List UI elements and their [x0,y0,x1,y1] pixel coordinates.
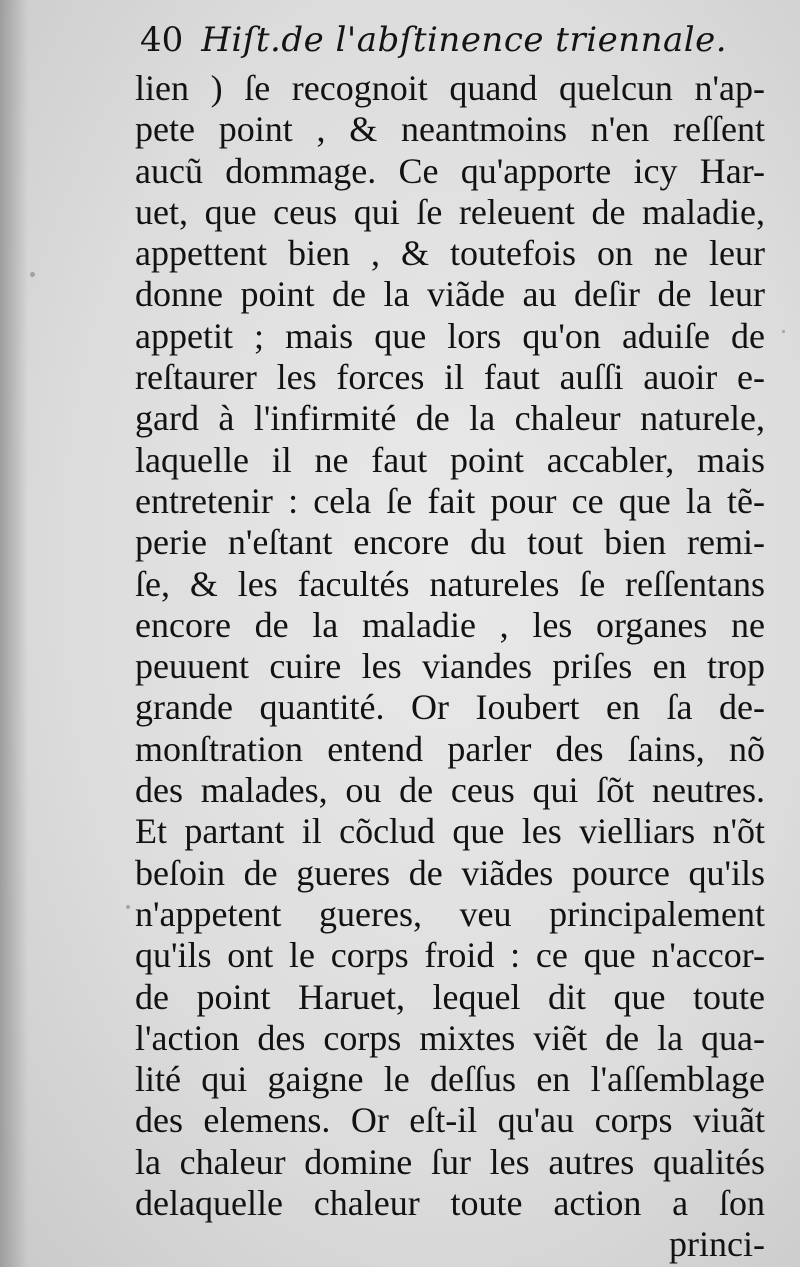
ink-speck [782,330,785,333]
text-line: beſoin de gueres de viãdes pource qu'ils [135,852,765,893]
page-number: 40 [140,20,184,60]
text-line: de point Haruet, lequel dit que toute [135,976,765,1017]
text-line: la chaleur domine ſur les autres qualités [135,1141,765,1182]
text-line: peuuent cuire les viandes priſes en trop [135,646,765,687]
text-line: laquelle il ne faut point accabler, mais [135,439,765,480]
running-title: Hiſt.de l'abſtinence triennale. [201,20,728,60]
text-line: lité qui gaigne le deſſus en l'aſſemblage [135,1059,765,1100]
text-line: appettent bien , & toutefois on ne leur [135,233,765,274]
text-line: pete point , & neantmoins n'en reſſent [135,109,765,150]
text-line: monſtration entend parler des ſains, nõ [135,728,765,769]
text-line: gard à l'infirmité de la chaleur naturele, [135,398,765,439]
text-line: aucũ dommage. Ce qu'apporte icy Har- [135,150,765,191]
page-header [140,14,740,66]
catchword: princi- [669,1224,765,1265]
text-line: reſtaurer les forces il faut auſſi auoir e- [135,357,765,398]
text-line: perie n'eſtant encore du tout bien remi- [135,522,765,563]
text-line: Et partant il cõclud que les vielliars n'õt [135,811,765,852]
text-line: n'appetent gueres, veu principalement [135,893,765,934]
text-line: uet, que ceus qui ſe releuent de maladie, [135,191,765,232]
text-line: des malades, ou de ceus qui ſõt neutres. [135,770,765,811]
text-line: delaquelle chaleur toute action a ſon [135,1183,765,1224]
text-line: ſe, & les facultés natureles ſe reſſentans [135,563,765,604]
text-line: encore de la maladie , les organes ne [135,604,765,645]
text-line: grande quantité. Or Ioubert en ſa de- [135,687,765,728]
text-line: lien ) ſe recognoit quand quelcun n'ap- [135,68,765,108]
ink-speck [126,905,130,909]
text-line: des elemens. Or eſt-il qu'au corps viuãt [135,1100,765,1141]
text-line: l'action des corps mixtes viẽt de la qua- [135,1017,765,1058]
ink-speck [30,272,35,277]
text-line: donne point de la viãde au deſir de leur [135,274,765,315]
text-line: qu'ils ont le corps froid : ce que n'accor- [135,935,765,976]
body-text [135,68,765,1266]
text-line: entretenir : cela ſe fait pour ce que la tẽ- [135,480,765,521]
text-line: appetit ; mais que lors qu'on aduiſe de [135,315,765,356]
